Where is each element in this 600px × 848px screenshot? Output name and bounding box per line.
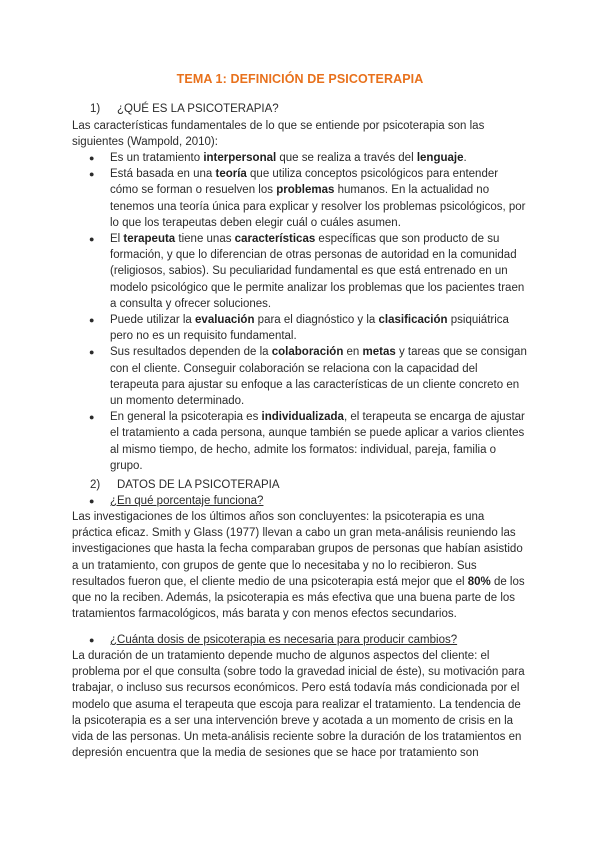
page-title: TEMA 1: DEFINICIÓN DE PSICOTERAPIA [176,72,424,86]
question-2: ● ¿Cuánta dosis de psicoterapia es necesaria para producir cambios? [72,632,527,648]
section-1-intro: Las características fundamentales de lo que se entiende por psicoterapia son las siguientes (Wampold, 2010): [72,120,485,149]
section-1-title: ¿QUÉ ES LA PSICOTERAPIA? [117,103,279,115]
list-item: ● Puede utilizar la evaluación para el diagnóstico y la clasificación psiquiátrica pero no es un requisito fundamental. [72,312,527,344]
percentage-value: 80% [467,575,491,588]
list-item: ● El terapeuta tiene unas características específicas que son producto de su formación, y que lo diferencian de otras personas de autoridad en la comunidad (religiosos, sabios). Su peculiaridad fundamental es que está entrenado en un modelo psicológico que le permite analizar los problemas que los pacientes traen a consulta y ofrecer soluciones. [72,231,527,312]
section-2-title: DATOS DE LA PSICOTERAPIA [117,479,280,491]
list-item: ● Está basada en una teoría que utiliza conceptos psicológicos para entender cómo se forman o resuelven los problemas humanos. En la actualidad no tenemos una teoría única para explicar y resolver los problemas psicológicos, por lo que los terapeutas deben elegir cuál o cuáles asumen. [72,166,527,231]
list-item: ● En general la psicoterapia es individualizada, el terapeuta se encarga de ajustar el tratamiento a cada persona, aunque también se puede aplicar a varios clientes al mismo tiempo, de hecho, admite los formatos: individual, pareja, familia o grupo. [72,409,527,474]
question-1: ● ¿En qué porcentaje funciona? [72,493,527,509]
section-1-bullet-list [72,150,527,474]
section-1-number: 1) [90,103,101,115]
section-2-paragraph-1: Las investigaciones de los últimos años son concluyentes: la psicoterapia es una práctica eficaz. Smith y Glass (1977) llevan a cabo un gran meta-análisis reuniendo las investigaciones que hasta la fecha comparaban grupos de personas que habían asistido a un tratamiento, con grupos de gente que lo necesitaba y no lo recibieron. Sus resultados fueron que, el cliente medio de una psicoterapia está mejor que el 80% de los que no la reciben. Además, la psicoterapia es más efectiva que una buena parte de los tratamientos farmacológicos, más barata y con menos efectos secundarios. [72,511,525,621]
section-2-paragraph-2: La duración de un tratamiento depende mucho de algunos aspectos del cliente: el problema por el que consulta (sobre todo la gravedad inicial de éste), su motivación para trabajar, o incluso sus recursos económicos. Pero está todavía más condicionada por el modelo que asuma el terapeuta que escoja para realizar el tratamiento. La tendencia de la psicoterapia es a ser una intervención breve y acotada a un momento de crisis en la vida de las personas. Un meta-análisis reciente sobre la duración de los tratamientos en depresión encuentra que la media de sesiones que se hace por tratamiento son [72,650,525,760]
list-item: ● Sus resultados dependen de la colaboración en metas y tareas que se consigan con el cliente. Conseguir colaboración se relaciona con la capacidad del terapeuta para ajustar su enfoque a las características de un cliente concreto en un momento determinado. [72,344,527,409]
section-1-heading [90,102,279,117]
list-item: ● Es un tratamiento interpersonal que se realiza a través del lenguaje. [72,150,527,166]
section-2-number: 2) [90,479,101,491]
section-2-heading [90,478,280,493]
